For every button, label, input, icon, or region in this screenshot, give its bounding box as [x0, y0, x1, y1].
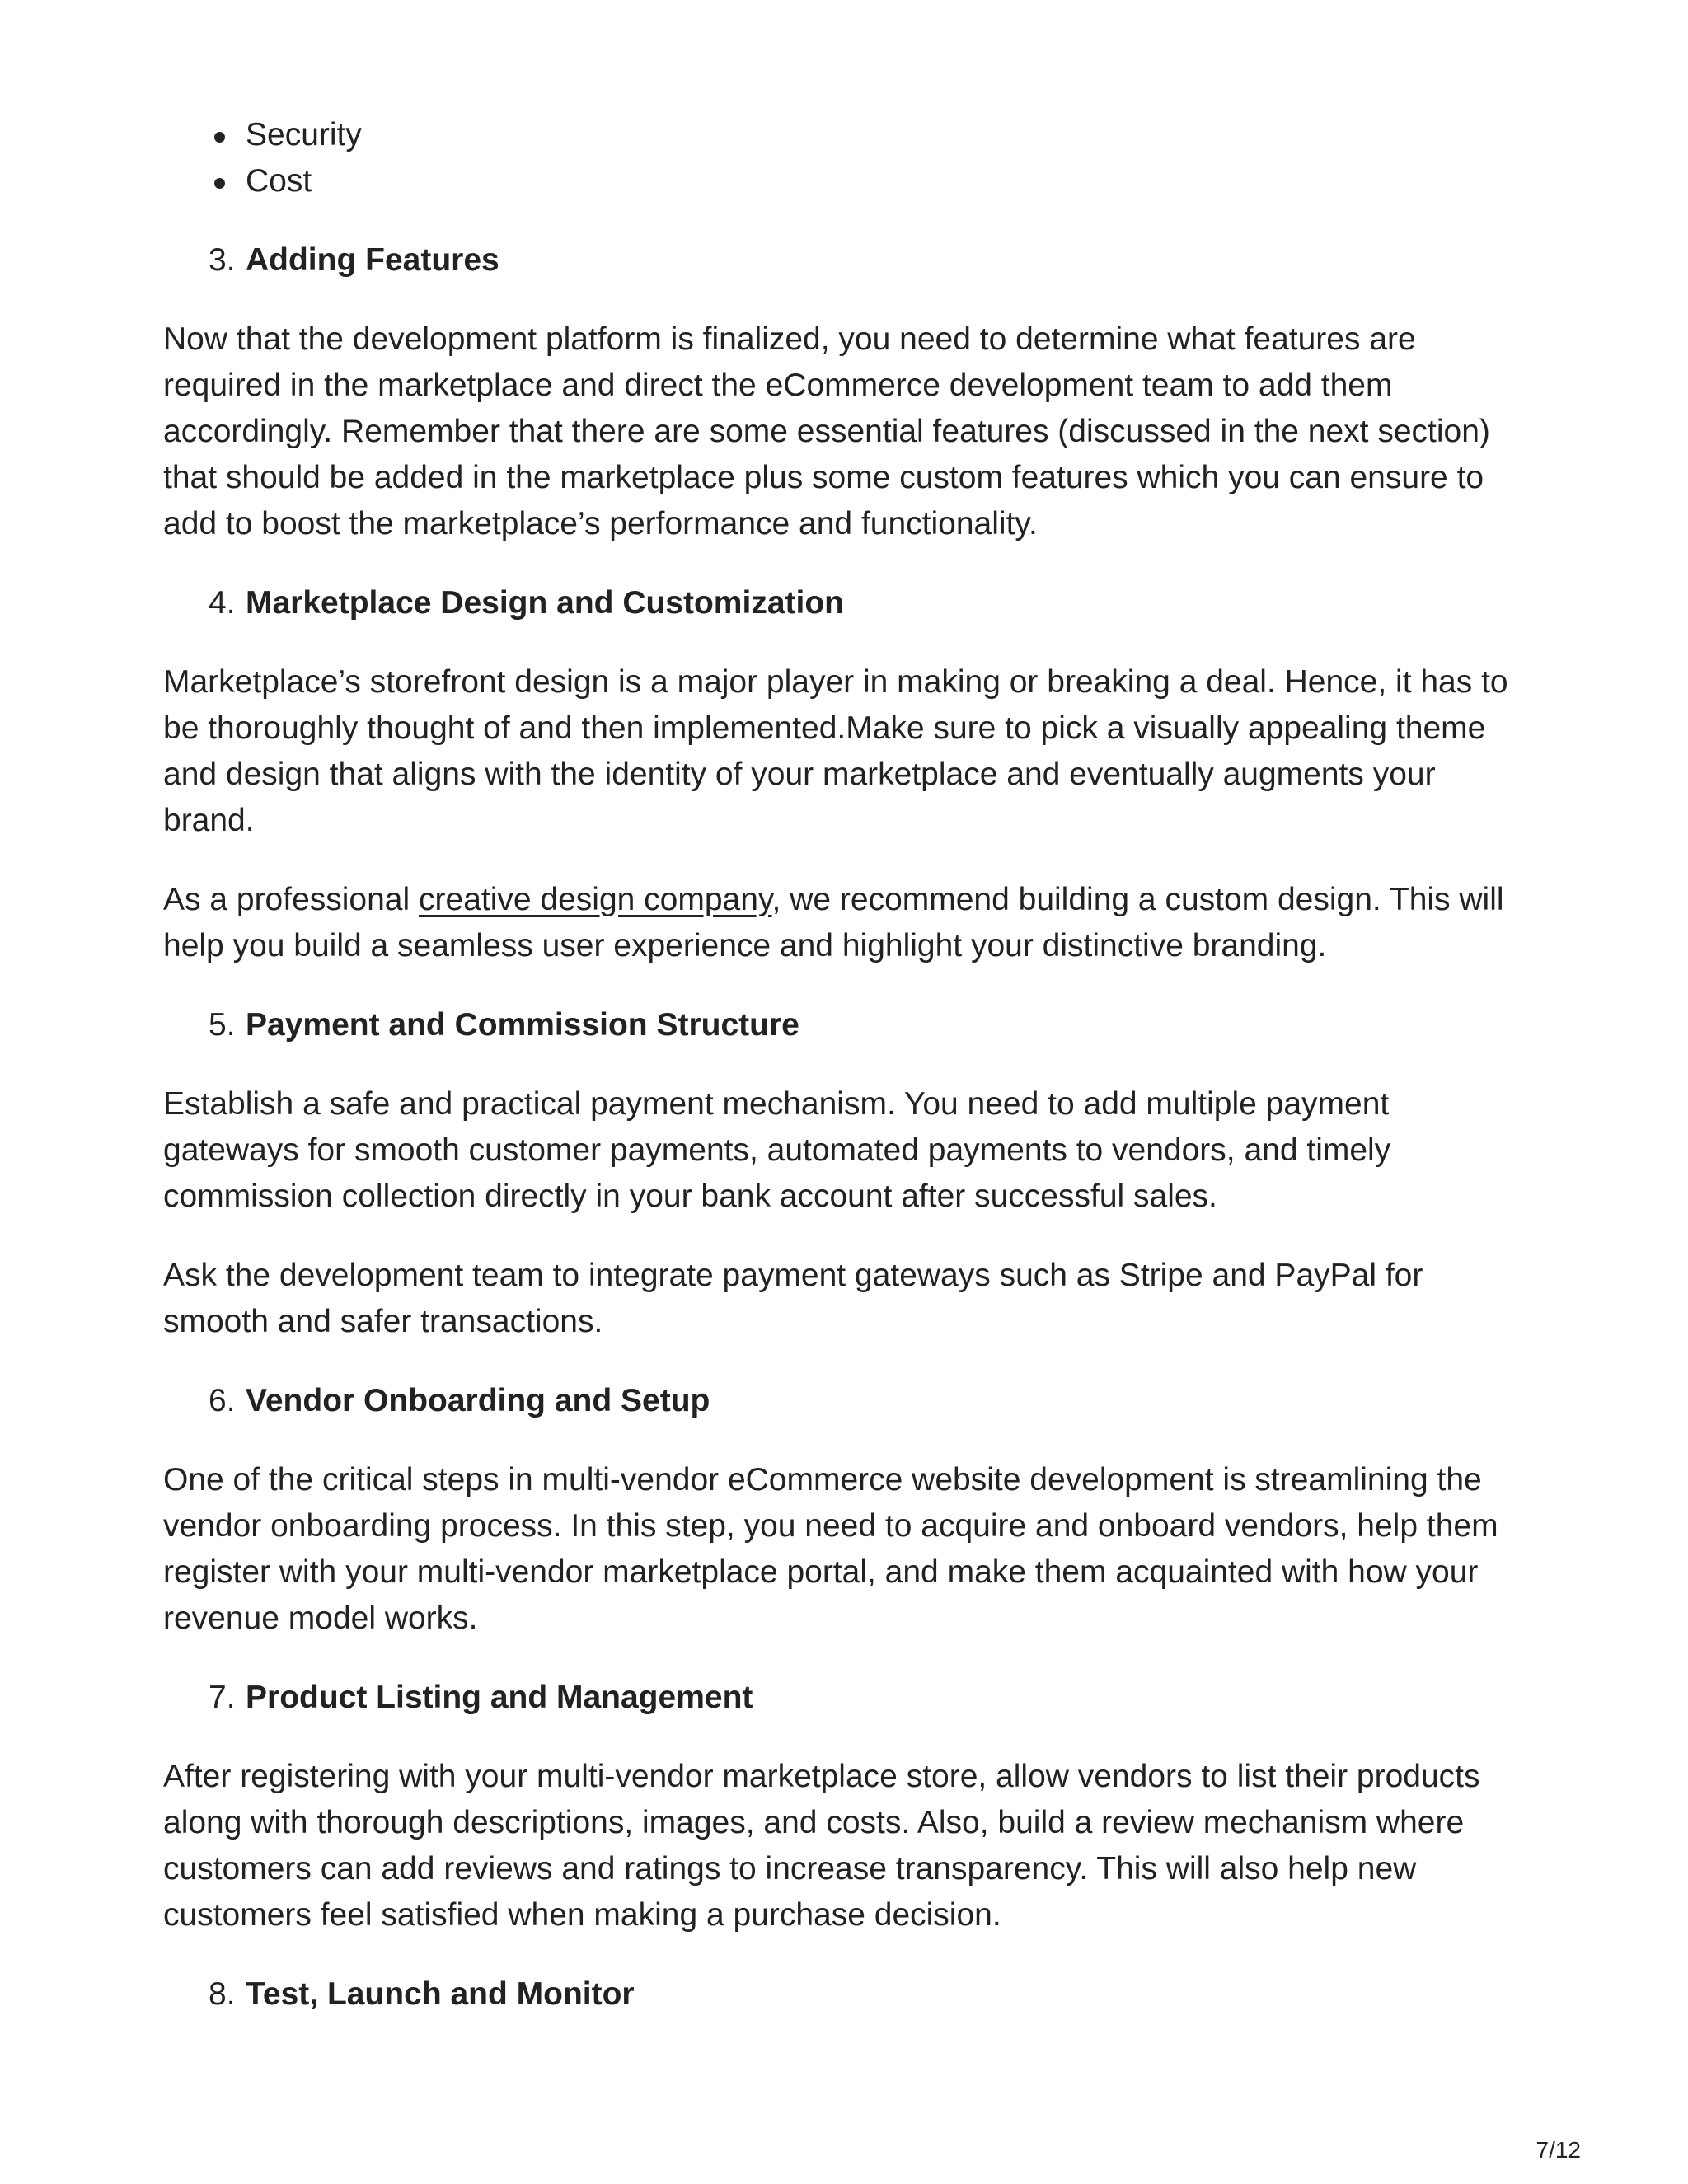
bullet-list [163, 112, 1531, 204]
section-number: 7. [209, 1680, 236, 1715]
section-title: Adding Features [246, 242, 499, 278]
paragraph-with-link [163, 877, 1531, 969]
section-number: 6. [209, 1383, 236, 1418]
section-title: Vendor Onboarding and Setup [246, 1383, 710, 1418]
paragraph: Ask the development team to integrate payment gateways such as Stripe and PayPal for smooth and safer transactions. [163, 1258, 1423, 1339]
paragraph-text: , we recommend building a custom design. This will help you build a seamless user experience and highlight your distinctive branding. [163, 882, 1504, 963]
section-number: 3. [209, 242, 236, 278]
section-number: 8. [209, 1976, 236, 2012]
section-number: 5. [209, 1007, 236, 1043]
section-title: Payment and Commission Structure [246, 1007, 799, 1043]
section-title: Product Listing and Management [246, 1680, 753, 1715]
creative-design-company-link[interactable]: creative design company [419, 882, 772, 917]
section-heading-vendor-onboarding [163, 1378, 1531, 1424]
section-heading-product-listing [163, 1675, 1531, 1721]
section-heading-marketplace-design [163, 580, 1531, 626]
paragraph: Marketplace’s storefront design is a major player in making or breaking a deal. Hence, it has to be thoroughly thought of and then implemented.Make sure to pick a visually appealing theme and design that aligns with the identity of your marketplace and eventually augments your brand. [163, 664, 1508, 838]
page-number: 7/12 [1536, 2137, 1581, 2163]
section-title: Marketplace Design and Customization [246, 585, 844, 621]
paragraph: After registering with your multi-vendor marketplace store, allow vendors to list their products along with thorough descriptions, images, and costs. Also, build a review mechanism where customers can add reviews and ratings to increase transparency. This will also help new customers feel satisfied when making a purchase decision. [163, 1759, 1480, 1933]
list-item: Security [163, 112, 1531, 158]
paragraph: Establish a safe and practical payment mechanism. You need to add multiple payment gateways for smooth customer payments, automated payments to vendors, and timely commission collection directly in your bank account after successful sales. [163, 1086, 1391, 1214]
section-number: 4. [209, 585, 236, 621]
list-item: Cost [163, 158, 1531, 204]
section-heading-test-launch [163, 1971, 1531, 2018]
paragraph: One of the critical steps in multi-vendor eCommerce website development is streamlining the vendor onboarding process. In this step, you need to acquire and onboard vendors, help them register with your multi-vendor marketplace portal, and make them acquainted with how your revenue model works. [163, 1462, 1498, 1636]
document-body [163, 112, 1531, 2018]
section-heading-adding-features [163, 237, 1531, 284]
paragraph-text: As a professional [163, 882, 420, 917]
paragraph: Now that the development platform is finalized, you need to determine what features are required in the marketplace and direct the eCommerce development team to add them accordingly. Remember that there are some essential features (discussed in the next section) that should be added in the marketplace plus some custom features which you can ensure to add to boost the marketplace’s performance and functionality. [163, 321, 1490, 541]
section-heading-payment [163, 1002, 1531, 1048]
section-title: Test, Launch and Monitor [246, 1976, 635, 2012]
